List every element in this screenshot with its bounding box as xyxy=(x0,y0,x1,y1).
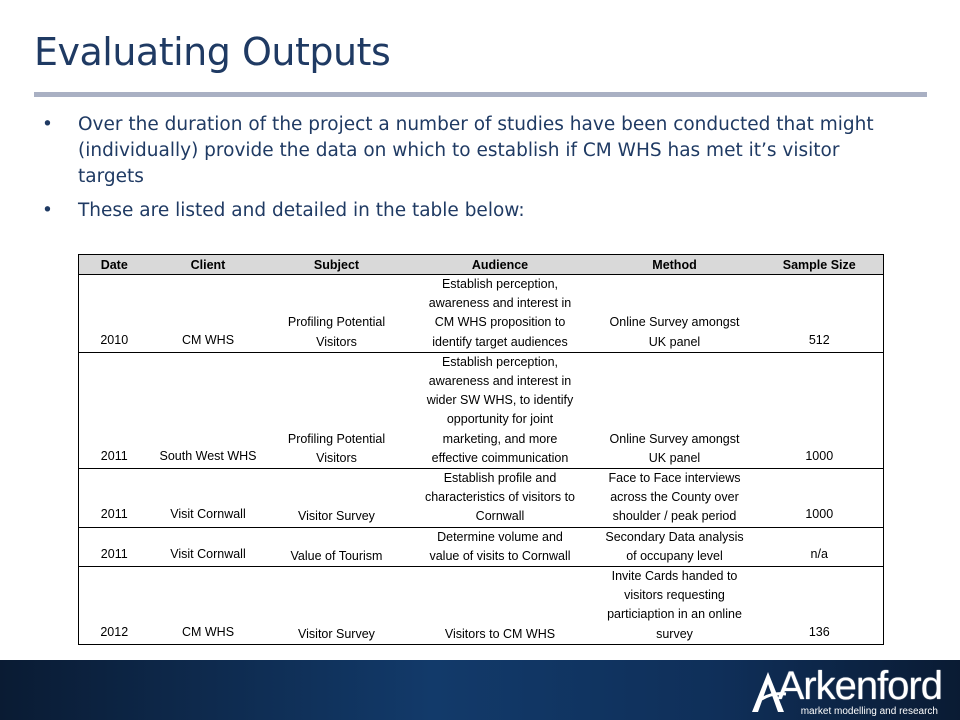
bullet-item: • Over the duration of the project a number of studies have been conducted that might (individually) provide the data on which to establish if CM WHS has met it’s visitor targets xyxy=(38,112,908,190)
table-row xyxy=(79,469,884,528)
cell-method-line: particiaption in an online xyxy=(607,607,742,622)
table-row xyxy=(79,275,884,353)
cell-subject-line: Visitor Survey xyxy=(298,626,375,641)
table-row xyxy=(79,527,884,566)
cell-method xyxy=(594,352,756,468)
cell-audience-line: marketing, and more xyxy=(442,431,558,446)
cell-audience xyxy=(407,352,594,468)
cell-method-line: of occupany level xyxy=(626,548,723,563)
column-header-sample-size: Sample Size xyxy=(756,255,884,275)
cell-method-line: shoulder / peak period xyxy=(612,509,737,524)
cell-sample-size: 1000 xyxy=(756,469,884,528)
cell-method-line: Invite Cards handed to xyxy=(611,569,738,584)
column-header-audience: Audience xyxy=(407,255,594,275)
cell-audience-line: Establish profile and xyxy=(443,471,557,486)
cell-client: Visit Cornwall xyxy=(150,527,267,566)
table-header-row xyxy=(79,255,884,275)
cell-audience-line: Visitors to CM WHS xyxy=(444,626,556,641)
cell-audience-line: opportunity for joint xyxy=(446,412,554,427)
cell-subject-line: Visitor Survey xyxy=(298,509,375,524)
cell-audience-line: wider SW WHS, to identify xyxy=(426,393,574,408)
cell-audience-line: Determine volume and xyxy=(437,529,563,544)
cell-audience-line: value of visits to Cornwall xyxy=(429,548,571,563)
cell-method-line: UK panel xyxy=(648,334,701,349)
column-header-method: Method xyxy=(594,255,756,275)
studies-table xyxy=(78,254,884,645)
cell-method-line: visitors requesting xyxy=(624,588,725,603)
cell-sample-size: 136 xyxy=(756,567,884,645)
cell-method xyxy=(594,567,756,645)
cell-subject-line: Visitors xyxy=(316,450,357,465)
cell-method xyxy=(594,469,756,528)
cell-date: 2010 xyxy=(79,275,150,353)
logo-tagline: market modelling and research xyxy=(800,706,938,717)
cell-audience xyxy=(407,567,594,645)
cell-subject xyxy=(267,567,407,645)
cell-method-line: across the County over xyxy=(610,490,739,505)
cell-method-line: Online Survey amongst xyxy=(609,315,740,330)
cell-date: 2011 xyxy=(79,352,150,468)
cell-subject-line: Visitors xyxy=(316,334,357,349)
cell-audience xyxy=(407,527,594,566)
title-divider xyxy=(34,92,927,97)
cell-subject-line: Profiling Potential xyxy=(287,431,386,446)
cell-audience-line: Establish perception, xyxy=(441,277,559,291)
column-header-subject: Subject xyxy=(267,255,407,275)
cell-client: Visit Cornwall xyxy=(150,469,267,528)
cell-date: 2011 xyxy=(79,469,150,528)
slide-title: Evaluating Outputs xyxy=(34,30,391,74)
arkenford-logo xyxy=(742,666,942,716)
cell-audience-line: awareness and interest in xyxy=(428,296,572,311)
cell-method-line: Online Survey amongst xyxy=(609,431,740,446)
cell-subject xyxy=(267,275,407,353)
column-header-date: Date xyxy=(79,255,150,275)
footer-band xyxy=(0,660,960,720)
cell-method xyxy=(594,527,756,566)
table-row xyxy=(79,352,884,468)
cell-method-line: UK panel xyxy=(648,450,701,465)
cell-method xyxy=(594,275,756,353)
cell-date: 2011 xyxy=(79,527,150,566)
column-header-client: Client xyxy=(150,255,267,275)
cell-subject-line: Profiling Potential xyxy=(287,315,386,330)
cell-audience-line: CM WHS proposition to xyxy=(434,315,566,330)
cell-audience-line: Cornwall xyxy=(475,509,525,524)
cell-method-line: Secondary Data analysis xyxy=(605,529,744,544)
cell-audience-line: identify target audiences xyxy=(432,334,568,349)
bullet-list xyxy=(38,112,908,232)
cell-subject xyxy=(267,469,407,528)
cell-audience-line: effective coimmunication xyxy=(431,450,569,465)
logo-wordmark: Arkenford xyxy=(777,664,942,708)
cell-audience xyxy=(407,275,594,353)
cell-sample-size: 512 xyxy=(756,275,884,353)
cell-sample-size: 1000 xyxy=(756,352,884,468)
cell-audience xyxy=(407,469,594,528)
table-body xyxy=(79,275,884,645)
table-row xyxy=(79,567,884,645)
cell-client: CM WHS xyxy=(150,275,267,353)
cell-sample-size: n/a xyxy=(756,527,884,566)
cell-subject xyxy=(267,352,407,468)
cell-subject-line: Value of Tourism xyxy=(290,548,383,563)
cell-audience-line: Establish perception, xyxy=(441,354,559,369)
cell-audience-line: awareness and interest in xyxy=(428,374,572,389)
cell-audience-line: characteristics of visitors to xyxy=(424,490,576,505)
cell-subject xyxy=(267,527,407,566)
cell-client: South West WHS xyxy=(150,352,267,468)
cell-method-line: survey xyxy=(656,626,693,641)
cell-client: CM WHS xyxy=(150,567,267,645)
cell-date: 2012 xyxy=(79,567,150,645)
cell-method-line: Face to Face interviews xyxy=(608,471,741,486)
bullet-item: • These are listed and detailed in the table below: xyxy=(38,198,908,224)
